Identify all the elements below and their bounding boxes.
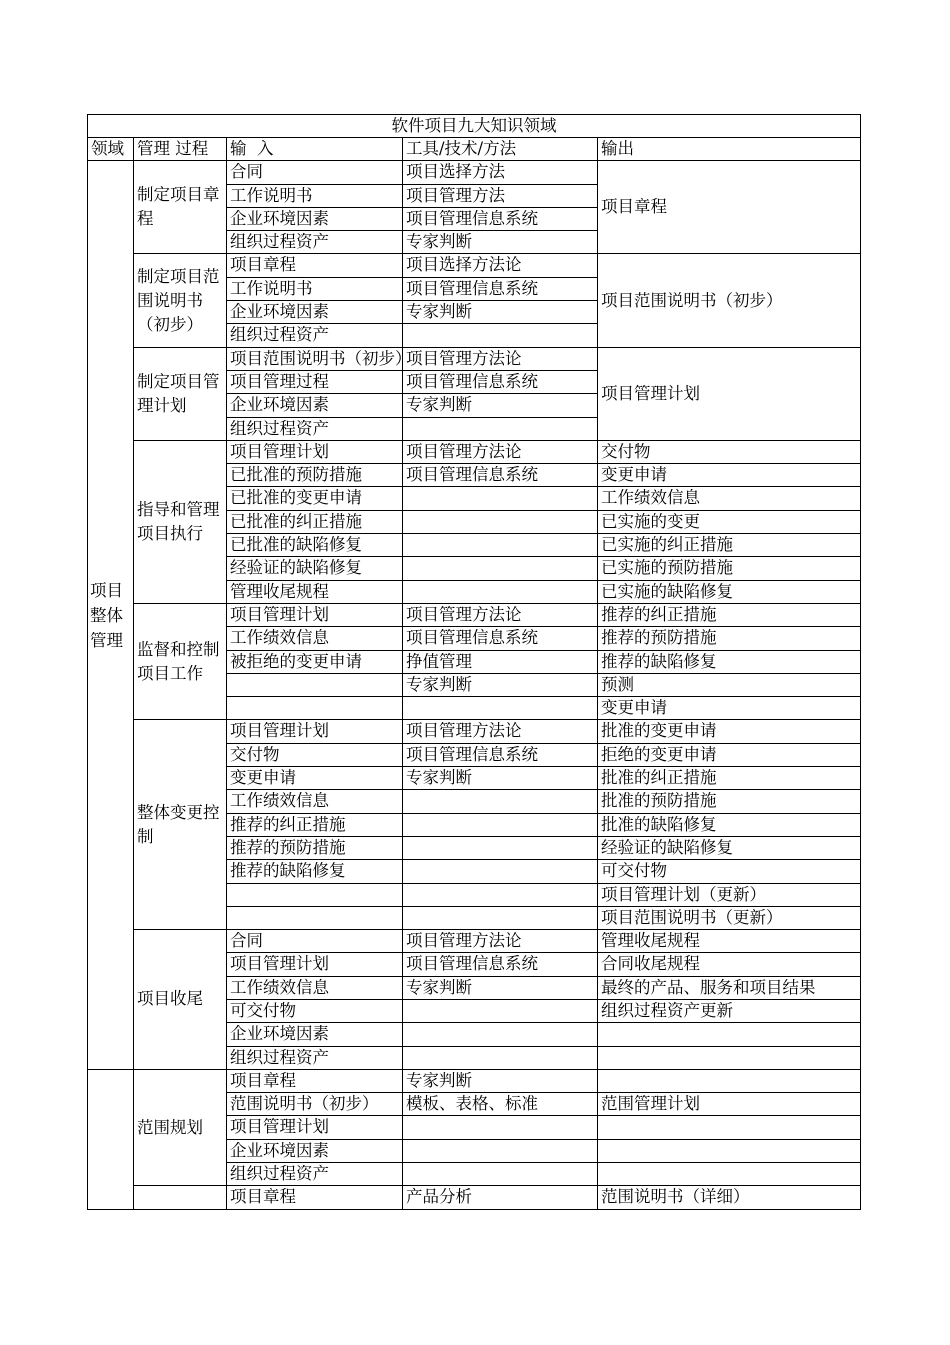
input-cell: 管理收尾规程 [227, 580, 403, 603]
input-cell: 合同 [227, 930, 403, 953]
output-cell: 项目范围说明书（更新） [598, 906, 861, 929]
tool-cell [403, 860, 598, 883]
input-cell: 项目管理计划 [227, 1116, 403, 1139]
tool-cell: 模板、表格、标准 [403, 1093, 598, 1116]
output-cell: 批准的纠正措施 [598, 767, 861, 790]
tool-cell: 项目管理方法 [403, 184, 598, 207]
tool-cell [403, 557, 598, 580]
input-cell: 企业环境因素 [227, 394, 403, 417]
output-cell: 预测 [598, 673, 861, 696]
input-cell: 已批准的纠正措施 [227, 510, 403, 533]
tool-cell: 专家判断 [403, 673, 598, 696]
output-cell [598, 1069, 861, 1092]
input-cell: 组织过程资产 [227, 324, 403, 347]
input-cell: 范围说明书（初步） [227, 1093, 403, 1116]
input-cell: 推荐的纠正措施 [227, 813, 403, 836]
header-tools: 工具/技术/方法 [403, 138, 598, 161]
process-cell: 范围规划 [134, 1069, 227, 1185]
output-cell: 已实施的变更 [598, 510, 861, 533]
process-cell: 项目收尾 [134, 930, 227, 1070]
output-cell: 项目管理计划（更新） [598, 883, 861, 906]
tool-cell: 专家判断 [403, 767, 598, 790]
input-cell: 项目管理过程 [227, 370, 403, 393]
output-cell: 管理收尾规程 [598, 930, 861, 953]
input-cell: 变更申请 [227, 767, 403, 790]
output-cell: 批准的缺陷修复 [598, 813, 861, 836]
table-row [88, 1069, 861, 1092]
input-cell: 已批准的缺陷修复 [227, 534, 403, 557]
table-row [88, 1186, 861, 1209]
input-cell: 工作绩效信息 [227, 976, 403, 999]
input-cell: 项目管理计划 [227, 720, 403, 743]
output-cell [598, 1023, 861, 1046]
output-cell: 最终的产品、服务和项目结果 [598, 976, 861, 999]
process-cell [134, 1186, 227, 1209]
input-cell: 项目章程 [227, 1069, 403, 1092]
tool-cell: 项目管理信息系统 [403, 207, 598, 230]
input-cell: 已批准的预防措施 [227, 464, 403, 487]
input-cell: 交付物 [227, 743, 403, 766]
input-cell: 工作说明书 [227, 184, 403, 207]
input-cell: 推荐的缺陷修复 [227, 860, 403, 883]
output-cell: 已实施的缺陷修复 [598, 580, 861, 603]
input-cell: 工作绩效信息 [227, 790, 403, 813]
input-cell: 组织过程资产 [227, 1046, 403, 1069]
tool-cell: 项目管理方法论 [403, 347, 598, 370]
table-row [88, 440, 861, 463]
input-cell: 企业环境因素 [227, 301, 403, 324]
tool-cell [403, 580, 598, 603]
process-cell: 指导和管理项目执行 [134, 440, 227, 603]
tool-cell: 专家判断 [403, 231, 598, 254]
tool-cell [403, 534, 598, 557]
tool-cell [403, 1046, 598, 1069]
tool-cell: 项目管理信息系统 [403, 464, 598, 487]
input-cell [227, 697, 403, 720]
process-cell: 制定项目范围说明书（初步） [134, 254, 227, 347]
input-cell: 项目管理计划 [227, 603, 403, 626]
output-cell: 组织过程资产更新 [598, 999, 861, 1022]
output-cell: 可交付物 [598, 860, 861, 883]
input-cell: 工作绩效信息 [227, 627, 403, 650]
tool-cell: 产品分析 [403, 1186, 598, 1209]
tool-cell [403, 697, 598, 720]
input-cell: 项目章程 [227, 254, 403, 277]
output-cell: 工作绩效信息 [598, 487, 861, 510]
input-cell [227, 906, 403, 929]
tool-cell [403, 487, 598, 510]
input-cell: 推荐的预防措施 [227, 836, 403, 859]
output-cell: 已实施的预防措施 [598, 557, 861, 580]
input-cell: 合同 [227, 161, 403, 184]
input-cell: 组织过程资产 [227, 1163, 403, 1186]
input-cell: 项目管理计划 [227, 953, 403, 976]
domain-cell [88, 1069, 134, 1209]
table-row [88, 930, 861, 953]
output-cell: 批准的预防措施 [598, 790, 861, 813]
output-cell [598, 1163, 861, 1186]
output-cell [598, 1139, 861, 1162]
input-cell: 项目管理计划 [227, 440, 403, 463]
input-cell: 项目章程 [227, 1186, 403, 1209]
input-cell: 组织过程资产 [227, 417, 403, 440]
output-cell: 已实施的纠正措施 [598, 534, 861, 557]
tool-cell: 项目管理方法论 [403, 603, 598, 626]
output-cell [598, 1116, 861, 1139]
tool-cell: 项目管理信息系统 [403, 953, 598, 976]
table-row [88, 161, 861, 184]
header-output: 输出 [598, 138, 861, 161]
tool-cell: 项目管理信息系统 [403, 627, 598, 650]
knowledge-areas-table [87, 114, 861, 1210]
table-row [88, 347, 861, 370]
process-cell: 制定项目章程 [134, 161, 227, 254]
tool-cell: 项目管理信息系统 [403, 743, 598, 766]
output-cell: 合同收尾规程 [598, 953, 861, 976]
output-cell: 变更申请 [598, 697, 861, 720]
process-cell: 制定项目管理计划 [134, 347, 227, 440]
input-cell [227, 883, 403, 906]
header-process: 管理 过程 [134, 138, 227, 161]
input-cell: 已批准的变更申请 [227, 487, 403, 510]
output-cell [598, 1046, 861, 1069]
tool-cell [403, 999, 598, 1022]
header-domain: 领域 [88, 138, 134, 161]
output-cell: 项目范围说明书（初步） [598, 254, 861, 347]
input-cell: 企业环境因素 [227, 1023, 403, 1046]
process-cell: 整体变更控制 [134, 720, 227, 930]
table-title: 软件项目九大知识领域 [88, 115, 861, 138]
tool-cell: 项目选择方法论 [403, 254, 598, 277]
tool-cell [403, 883, 598, 906]
tool-cell [403, 836, 598, 859]
tool-cell [403, 324, 598, 347]
input-cell [227, 673, 403, 696]
output-cell: 推荐的预防措施 [598, 627, 861, 650]
output-cell: 推荐的纠正措施 [598, 603, 861, 626]
output-cell: 经验证的缺陷修复 [598, 836, 861, 859]
tool-cell: 项目管理信息系统 [403, 277, 598, 300]
output-cell: 项目章程 [598, 161, 861, 254]
tool-cell [403, 510, 598, 533]
output-cell: 批准的变更申请 [598, 720, 861, 743]
tool-cell: 项目管理方法论 [403, 720, 598, 743]
input-cell: 工作说明书 [227, 277, 403, 300]
output-cell: 范围说明书（详细） [598, 1186, 861, 1209]
output-cell: 变更申请 [598, 464, 861, 487]
tool-cell: 专家判断 [403, 1069, 598, 1092]
table-row [88, 254, 861, 277]
input-cell: 项目范围说明书（初步） [227, 347, 403, 370]
tool-cell [403, 1163, 598, 1186]
output-cell: 交付物 [598, 440, 861, 463]
input-cell: 企业环境因素 [227, 207, 403, 230]
tool-cell: 项目管理方法论 [403, 440, 598, 463]
tool-cell: 专家判断 [403, 301, 598, 324]
tool-cell [403, 1139, 598, 1162]
tool-cell [403, 1023, 598, 1046]
tool-cell: 专家判断 [403, 394, 598, 417]
table-row [88, 603, 861, 626]
tool-cell: 专家判断 [403, 976, 598, 999]
input-cell: 组织过程资产 [227, 231, 403, 254]
tool-cell: 挣值管理 [403, 650, 598, 673]
output-cell: 推荐的缺陷修复 [598, 650, 861, 673]
input-cell: 企业环境因素 [227, 1139, 403, 1162]
tool-cell: 项目管理信息系统 [403, 370, 598, 393]
tool-cell [403, 790, 598, 813]
input-cell: 经验证的缺陷修复 [227, 557, 403, 580]
domain-cell: 项目整体管理 [88, 161, 134, 1070]
table-row [88, 720, 861, 743]
input-cell: 被拒绝的变更申请 [227, 650, 403, 673]
tool-cell: 项目管理方法论 [403, 930, 598, 953]
tool-cell [403, 906, 598, 929]
tool-cell [403, 1116, 598, 1139]
header-input: 输 入 [227, 138, 403, 161]
tool-cell [403, 417, 598, 440]
tool-cell [403, 813, 598, 836]
output-cell: 拒绝的变更申请 [598, 743, 861, 766]
process-cell: 监督和控制项目工作 [134, 603, 227, 719]
header-row [88, 138, 861, 161]
tool-cell: 项目选择方法 [403, 161, 598, 184]
input-cell: 可交付物 [227, 999, 403, 1022]
output-cell: 范围管理计划 [598, 1093, 861, 1116]
output-cell: 项目管理计划 [598, 347, 861, 440]
